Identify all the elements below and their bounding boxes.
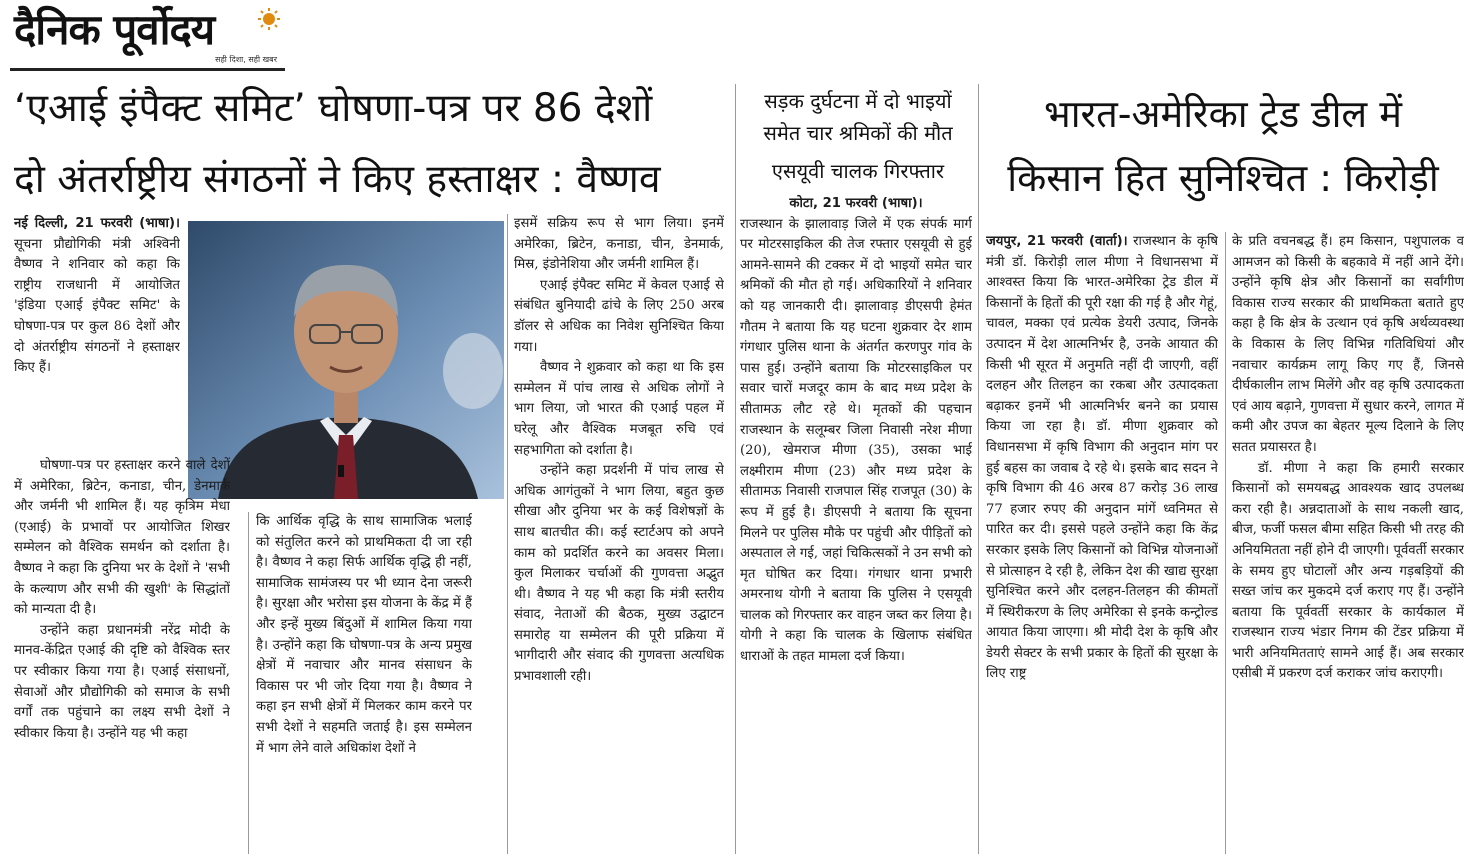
sun-logo-icon: [258, 8, 280, 30]
story1-paragraph-2: घोषणा-पत्र पर हस्ताक्षर करने वाले देशों में अमेरिका, ब्रिटेन, कनाडा, चीन, डेनमार्क और जर्मनी भी शामिल हैं। यह कृत्रिम मेधा (एआई) के प्रभावों पर आयोजित शिखर सम्मेलन को वैश्विक समर्थन को दर्शाता है। वैष्णव ने कहा कि दुनिया भर के देशों ने 'सभी के कल्याण और सभी की खुशी' के सिद्धांतों को मान्यता दी है।: [14, 458, 230, 618]
story1-paragraph-5: इसमें सक्रिय रूप से भाग लिया। इनमें अमेरिका, ब्रिटेन, कनाडा, चीन, डेनमार्क, मिस्र, इंडोनेशिया और जर्मनी शामिल हैं।: [514, 216, 724, 273]
column-divider: [248, 512, 249, 854]
story3-paragraph-1: राजस्थान के कृषि मंत्री डॉ. किरोड़ी लाल मीणा ने विधानसभा में आश्वस्त किया कि भारत-अमेरिका ट्रेड डील में किसानों के हितों की पूरी रक्षा की गई है और गेहूं, चावल, मक्का एवं प्रत्येक डेयरी उत्पाद, जिनके उत्पादन में देश आत्मनिर्भर है, उनके आयात की किसी भी सूरत में अनुमति नहीं दी जाएगी, वहीं दलहन और तिलहन का रकबा और उत्पादकता बढ़ाकर इनमें भी आत्मनिर्भर बनने का प्रयास किया जा रहा है। डॉ. मीणा शुक्रवार को विधानसभा में कृषि विभाग की अनुदान मांग पर हुई बहस का जवाब दे रहे थे। इसके बाद सदन ने कृषि विभाग की 46 अरब 87 करोड़ 36 लाख 77 हजार रुपए की अनुदान मांगें ध्वनिमत से पारित कर दी। इससे पहले उन्होंने कहा कि केंद्र सरकार इसके लिए किसानों को विभिन्न योजनाओं से प्रोत्साहन दे रही है, लेकिन देश की खाद्य सुरक्षा सुनिश्चित करने और दलहन-तिलहन की कीमतों में स्थिरीकरण के लिए अमेरिका से इनके कन्ट्रोल्ड आयात किया जाएगा। श्री मोदी देश के कृषि और डेयरी सेक्टर के सभी प्रकार के हितों की सुरक्षा के लिए राष्ट्र: [986, 234, 1218, 682]
column-divider: [507, 214, 508, 854]
column-divider: [978, 84, 979, 854]
masthead: [10, 4, 285, 70]
story1-column-1b: [14, 456, 230, 854]
story1-paragraph-3: उन्होंने कहा प्रधानमंत्री नरेंद्र मोदी के मानव-केंद्रित एआई की दृष्टि को वैश्विक स्तर पर स्वीकार किया गया है। एआई संसाधनों, सेवाओं और प्रौद्योगिकी को समाज के सभी वर्गों तक पहुंचाने का लक्ष्य सभी देशों ने स्वीकार किया है। उन्होंने यह भी कहा: [14, 622, 230, 741]
story1-headline-line2: दो अंतर्राष्ट्रीय संगठनों ने किए हस्ताक्षर : वैष्णव: [14, 157, 661, 202]
story1-paragraph-6: एआई इंपैक्ट समिट में केवल एआई से संबंधित बुनियादी ढांचे के लिए 250 अरब डॉलर से अधिक का निवेश सुनिश्चित किया गया।: [514, 277, 724, 355]
story2-headline-line1: सड़क दुर्घटना में दो भाइयों: [764, 89, 952, 113]
story2-dateline: कोटा, 21 फरवरी (भाषा)।: [789, 196, 923, 211]
story2-body: राजस्थान के झालावाड़ जिले में एक संपर्क मार्ग पर मोटरसाइकिल की तेज रफ्तार एसयूवी से हुई आमने-सामने की टक्कर में दो भाइयों समेत चार श्रमिकों की मौत हो गई। अधिकारियों ने शनिवार को यह जानकारी दी। झालावाड़ डीएसपी हेमंत गौतम ने बताया कि यह घटना शुक्रवार देर शाम गंगधार पुलिस थाना के अंतर्गत करणपुर गांव के पास हुई। उन्होंने बताया कि मोटरसाइकिल पर सवार चारों मजदूर काम के बाद मध्य प्रदेश के सीतामऊ लौट रहे थे। मृतकों की पहचान राजस्थान के सलूम्बर जिला निवासी नरेश मीणा (20), खेमराज मीणा (35), उसका भाई लक्ष्मीराम मीणा (23) और मध्य प्रदेश के सीतामऊ निवासी राजपाल सिंह राजपूत (30) के रूप में हुई है। डीएसपी ने बताया कि सूचना मिलने पर पुलिस मौके पर पहुंची और पीड़ितों को अस्पताल ले गई, जहां चिकित्सकों ने उन सभी को मृत घोषित कर दिया। गंगधार थाना प्रभारी अमरनाथ योगी ने बताया कि पुलिस ने एसयूवी चालक को गिरफ्तार कर वाहन जब्त कर लिया है। योगी ने कहा कि चालक के खिलाफ संबंधित धाराओं के तहत मामला दर्ज किया।: [740, 216, 972, 665]
story1-paragraph-1: सूचना प्रौद्योगिकी मंत्री अश्विनी वैष्णव ने शनिवार को कहा कि राष्ट्रीय राजधानी में आयोजित 'इंडिया एआई इंपैक्ट समिट' के घोषणा-पत्र पर कुल 86 देशों और दो अंतर्राष्ट्रीय संगठनों ने हस्ताक्षर किए हैं।: [14, 236, 180, 376]
column-divider: [735, 84, 736, 854]
story1-headline-line1: ‘एआई इंपैक्ट समिट’ घोषणा-पत्र पर 86 देशों: [14, 86, 653, 131]
story2-headline-line3: एसयूवी चालक गिरफ्तार: [771, 159, 945, 183]
story2-column: [740, 194, 972, 854]
masthead-tagline: सही दिशा, सही खबर: [215, 55, 277, 64]
story3-headline-line2: किसान हित सुनिश्चित : किरोड़ी: [1007, 156, 1439, 200]
story3-column-2: [1232, 232, 1464, 854]
masthead-rule: [10, 68, 285, 71]
story1-paragraph-8: उन्होंने कहा प्रदर्शनी में पांच लाख से अधिक आगंतुकों ने भाग लिया, बहुत कुछ सीखा और दुनिया भर के कई विशेषज्ञों के साथ बातचीत की। कई स्टार्टअप को अपने काम को प्रदर्शित करने का अवसर मिला। कुल मिलाकर चर्चाओं की गुणवत्ता अद्भुत थी। वैष्णव ने यह भी कहा कि मंत्री स्तरीय संवाद, नेताओं की बैठक, मुख्य उद्घाटन समारोह या सम्मेलन की पूरी प्रक्रिया में भागीदारी और संवाद की गुणवत्ता अत्यधिक प्रभावशाली रही।: [514, 463, 724, 685]
masthead-title: दैनिक पूर्वोदय: [14, 5, 215, 54]
story1-column-3: [514, 214, 724, 854]
story1-paragraph-7: वैष्णव ने शुक्रवार को कहा था कि इस सम्मेलन में पांच लाख से अधिक लोगों ने भाग लिया, जो भारत की एआई पहल में घरेलू और वैश्विक मजबूत रुचि एवं सहभागिता को दर्शाता है।: [514, 360, 724, 458]
minister-portrait-icon: [188, 221, 504, 499]
story1-photo: [188, 221, 504, 499]
story3-dateline: जयपुर, 21 फरवरी (वार्ता)।: [986, 234, 1128, 249]
column-divider: [1225, 232, 1226, 854]
story2-headline-line2: समेत चार श्रमिकों की मौत: [763, 121, 953, 145]
story1-dateline: नई दिल्ली, 21 फरवरी (भाषा)।: [14, 216, 180, 231]
story1-paragraph-4: कि आर्थिक वृद्धि के साथ सामाजिक भलाई को संतुलित करने को प्राथमिकता दी जा रही है। वैष्णव ने कहा सिर्फ आर्थिक वृद्धि ही नहीं, सामाजिक सामंजस्य पर भी ध्यान देना जरूरी है। सुरक्षा और भरोसा इस योजना के केंद्र में हैं और इन्हें मुख्य बिंदुओं में शामिल किया गया है। उन्होंने कहा कि घोषणा-पत्र के अन्य प्रमुख क्षेत्रों में नवाचार और मानव संसाधन के विकास पर भी जोर दिया गया है। वैष्णव ने कहा इन सभी क्षेत्रों में मिलकर काम करने पर सभी देशों ने सहमति जताई है। इस सम्मेलन में भाग लेने वाले अधिकांश देशों ने: [256, 514, 472, 756]
story3-paragraph-2: के प्रति वचनबद्ध हैं। हम किसान, पशुपालक व आमजन को किसी के बहकावे में नहीं आने देंगे। उन्होंने कृषि क्षेत्र और किसानों का सर्वांगीण विकास राज्य सरकार की प्राथमिकता बताते हुए कहा है कि क्षेत्र के उत्थान एवं कृषि अर्थव्यवस्था के विकास के लिए विभिन्न गतिविधियां और नवाचार कार्यक्रम लागू किए गए हैं, जिनसे दीर्घकालीन लाभ मिलेंगे और वह कृषि उत्पादकता एवं आय बढ़ाने, गुणवत्ता में सुधार करने, लागत में कमी और उपज का बेहतर मूल्य दिलाने के लिए सतत प्रयासरत है।: [1232, 234, 1464, 455]
story3-headline-line1: भारत-अमेरिका ट्रेड डील में: [1043, 92, 1403, 136]
story3-paragraph-3: डॉ. मीणा ने कहा कि हमारी सरकार किसानों को समयबद्ध आवश्यक खाद उपलब्ध करा रही है। अन्नदाताओं के साथ नकली खाद, बीज, फर्जी फसल बीमा सहित किसी भी तरह की अनियमितता नहीं होने दी जाएगी। पूर्ववर्ती सरकार के समय हुए घोटालों और अन्य गड़बड़ियों की सख्त जांच कर मुकदमे दर्ज कराए गए हैं। उन्होंने बताया कि पूर्ववर्ती सरकार के कार्यकाल में राजस्थान राज्य भंडार निगम की टेंडर प्रक्रिया में भारी अनियमितताएं सामने आई हैं। अब सरकार एसीबी में प्रकरण दर्ज कराकर जांच कराएगी।: [1232, 460, 1464, 682]
story1-column-2: [256, 512, 472, 854]
story3-column-1: [986, 232, 1218, 854]
